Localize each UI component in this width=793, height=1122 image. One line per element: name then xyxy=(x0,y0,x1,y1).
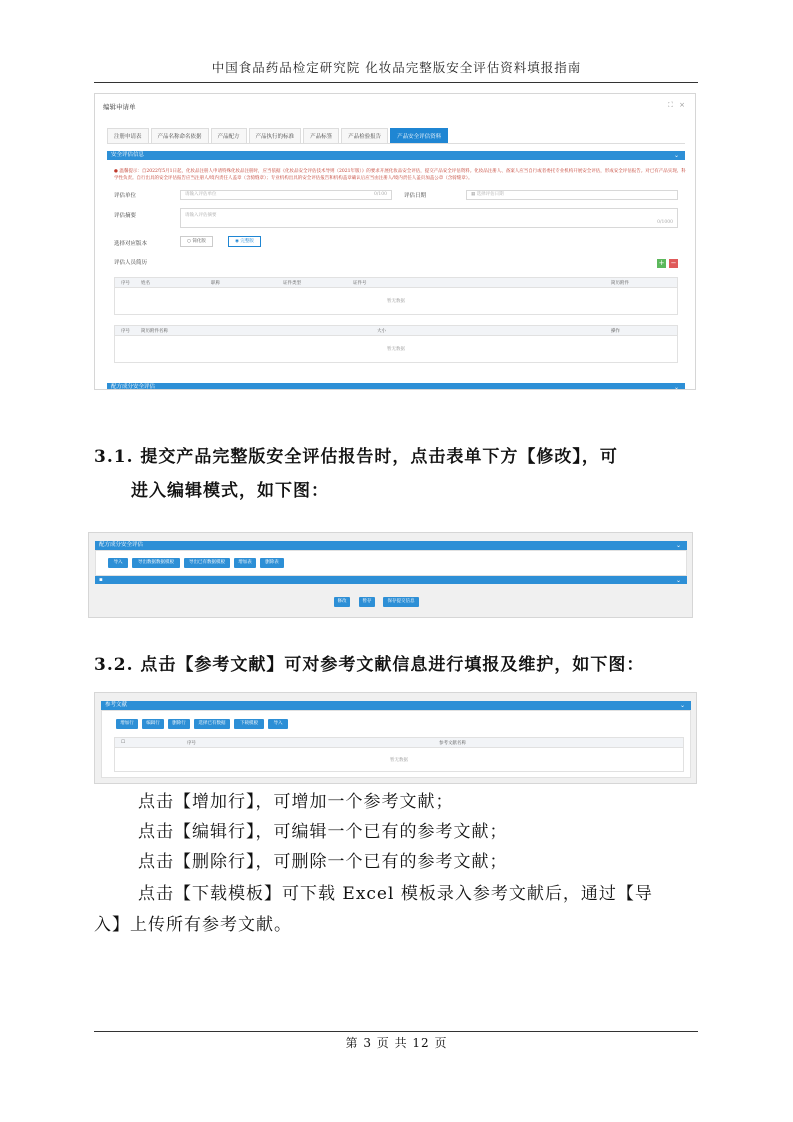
header-rule xyxy=(94,82,698,83)
section-header-formula-safety[interactable] xyxy=(95,541,687,550)
page-number: 第 3 页 共 12 页 xyxy=(345,1036,448,1050)
column-header: 参考文献名称 xyxy=(439,741,466,746)
section-title: 参考文献 xyxy=(105,702,128,708)
chevron-down-icon: ⌄ xyxy=(673,384,679,390)
evaluation-summary-textarea[interactable] xyxy=(180,208,678,228)
section-header-safety-info[interactable] xyxy=(107,151,685,160)
add-table-button[interactable]: 增加表 xyxy=(234,558,256,568)
section-header-references[interactable] xyxy=(101,701,691,710)
body-line-import: 入】上传所有参考文献。 xyxy=(94,915,292,935)
body-line-edit: 点击【编辑行】，可编辑一个已有的参考文献； xyxy=(138,822,508,842)
window-controls-icon[interactable]: ⛶ × xyxy=(668,101,687,109)
chevron-down-icon: ⌄ xyxy=(679,702,685,709)
column-header: 大小 xyxy=(377,329,386,334)
tab-label[interactable]: 产品标签 xyxy=(303,128,339,143)
save-submit-button[interactable]: 保存提交信息 xyxy=(383,597,419,607)
column-header: 证件号 xyxy=(353,281,367,286)
edit-row-button[interactable]: 编辑行 xyxy=(142,719,164,729)
input-placeholder: 选择评估日期 xyxy=(476,192,504,197)
tab-formula[interactable]: 产品配方 xyxy=(211,128,247,143)
delete-row-button[interactable]: 删除行 xyxy=(168,719,190,729)
assessor-table-body xyxy=(114,288,678,315)
select-existing-button[interactable]: 选择已有数据 xyxy=(194,719,230,729)
references-table-body xyxy=(114,748,684,772)
column-header: 简历附件 xyxy=(611,281,629,286)
add-row-button[interactable]: + xyxy=(658,259,665,267)
section-header-formula-safety[interactable] xyxy=(107,383,685,390)
column-header: 序号 xyxy=(121,281,130,286)
formula-safety-screenshot xyxy=(88,532,693,618)
body-line-add: 点击【增加行】，可增加一个参考文献； xyxy=(138,792,454,812)
evaluation-date-picker[interactable] xyxy=(466,190,678,200)
modify-button[interactable]: 修改 xyxy=(334,597,350,607)
calendar-icon: ▦ xyxy=(471,192,477,197)
tab-bar xyxy=(107,128,685,144)
empty-placeholder: 暂无数据 xyxy=(387,299,405,304)
chevron-down-icon: ⌄ xyxy=(673,152,679,159)
import-button[interactable]: 导入 xyxy=(268,719,288,729)
char-counter: 0/100 xyxy=(374,192,387,197)
radio-icon: ○ xyxy=(187,239,193,244)
empty-placeholder: 暂无数据 xyxy=(387,347,405,352)
footer-rule xyxy=(94,1031,698,1032)
paragraph-3-1-line2: 进入编辑模式，如下图： xyxy=(131,481,329,501)
references-table-header xyxy=(114,737,684,748)
section-title: 安全评估信息 xyxy=(111,152,145,158)
attachment-table-header xyxy=(114,325,678,336)
warning-notice: ● 温馨提示：自2022年5月1日起，化妆品注册人申请特殊化妆品注册时，应当依据《化妆品安全评估技术导则（2021年版）》的要求开展化妆品安全评估，提交产品安全评估资料。化妆品注册人、备案人应当自行或者委托专业机构开展安全评估，形成安全评估报告。对已有产品实现、科学性负责。自行出具的安全评估报告应当注册人/境内责任人盖章（含骑缝章）；专业机构出具的安全评估报告和机构盖章确认后应当由注册人/境内责任人盖页加盖公章（含骑缝章）。 xyxy=(114,169,686,181)
add-row-button[interactable]: 增加行 xyxy=(116,719,138,729)
evaluation-unit-input[interactable] xyxy=(180,190,392,200)
column-header: 操作 xyxy=(611,329,620,334)
version-option-simplified[interactable] xyxy=(180,236,213,247)
column-header: 姓名 xyxy=(141,281,150,286)
assessor-table-header xyxy=(114,277,678,288)
checkbox-icon[interactable]: ▪ xyxy=(99,577,103,583)
section-title: 配方成分安全评估 xyxy=(111,384,156,390)
version-option-full[interactable] xyxy=(228,236,261,247)
column-header: 简历附件名称 xyxy=(141,329,168,334)
paragraph-3-2: 3.2. 点击【参考文献】可对参考文献信息进行填报及维护，如下图： xyxy=(94,655,645,675)
evaluation-unit-label: 评估单位 xyxy=(114,193,137,199)
body-line-download: 点击【下载模板】可下载 Excel 模板录入参考文献后，通过【导 xyxy=(138,884,653,904)
tab-naming-basis[interactable]: 产品名称命名依据 xyxy=(151,128,209,143)
toolbar-area xyxy=(95,550,687,576)
export-existing-template-button[interactable]: 导出已有数据模板 xyxy=(184,558,230,568)
chevron-down-icon: ⌄ xyxy=(675,542,681,549)
version-label: 选择对应版本 xyxy=(114,241,148,247)
remove-row-button[interactable]: − xyxy=(670,259,677,267)
evaluation-date-label: 评估日期 xyxy=(404,193,427,199)
import-button[interactable]: 导入 xyxy=(108,558,128,568)
delete-table-button[interactable]: 删除表 xyxy=(260,558,284,568)
attachment-table-body xyxy=(114,336,678,363)
input-placeholder: 请输入评估单位 xyxy=(185,192,217,197)
option-label: 简化版 xyxy=(192,239,206,244)
body-line-delete: 点击【删除行】，可删除一个已有的参考文献； xyxy=(138,852,508,872)
tab-application-form[interactable]: 注册申请表 xyxy=(107,128,149,143)
save-draft-button[interactable]: 暂存 xyxy=(359,597,375,607)
column-header: 序号 xyxy=(121,329,130,334)
collapsed-section-bar[interactable] xyxy=(95,576,687,584)
section-title: 配方成分安全评估 xyxy=(99,542,144,548)
evaluation-summary-label: 评估摘要 xyxy=(114,213,137,219)
column-header: 序号 xyxy=(187,741,196,746)
char-counter: 0/1000 xyxy=(657,220,673,225)
references-screenshot xyxy=(94,692,697,784)
tab-safety-assessment[interactable]: 产品安全评估资料 xyxy=(390,128,448,143)
assessor-resume-label: 评估人员简历 xyxy=(114,260,148,266)
column-header: 证件类型 xyxy=(283,281,301,286)
tab-inspection-report[interactable]: 产品检验报告 xyxy=(341,128,388,143)
page-header: 中国食品药品检定研究院 化妆品完整版安全评估资料填报指南 xyxy=(211,60,582,75)
empty-placeholder: 暂无数据 xyxy=(390,758,408,763)
dialog-title: 编辑申请单 xyxy=(103,103,136,111)
option-label: 完整版 xyxy=(240,239,254,244)
input-placeholder: 请输入评估摘要 xyxy=(185,213,217,218)
select-all-checkbox[interactable]: ☐ xyxy=(121,740,126,745)
export-data-template-button[interactable]: 导出数据数据模板 xyxy=(132,558,180,568)
column-header: 职称 xyxy=(211,281,220,286)
radio-checked-icon: ◉ xyxy=(235,239,241,244)
tab-standard[interactable]: 产品执行的标准 xyxy=(249,128,302,143)
chevron-down-icon: ⌄ xyxy=(675,577,681,584)
references-panel xyxy=(101,710,691,778)
paragraph-3-1-line1: 3.1. 提交产品完整版安全评估报告时，点击表单下方【修改】，可 xyxy=(94,447,618,467)
download-template-button[interactable]: 下载模板 xyxy=(234,719,264,729)
